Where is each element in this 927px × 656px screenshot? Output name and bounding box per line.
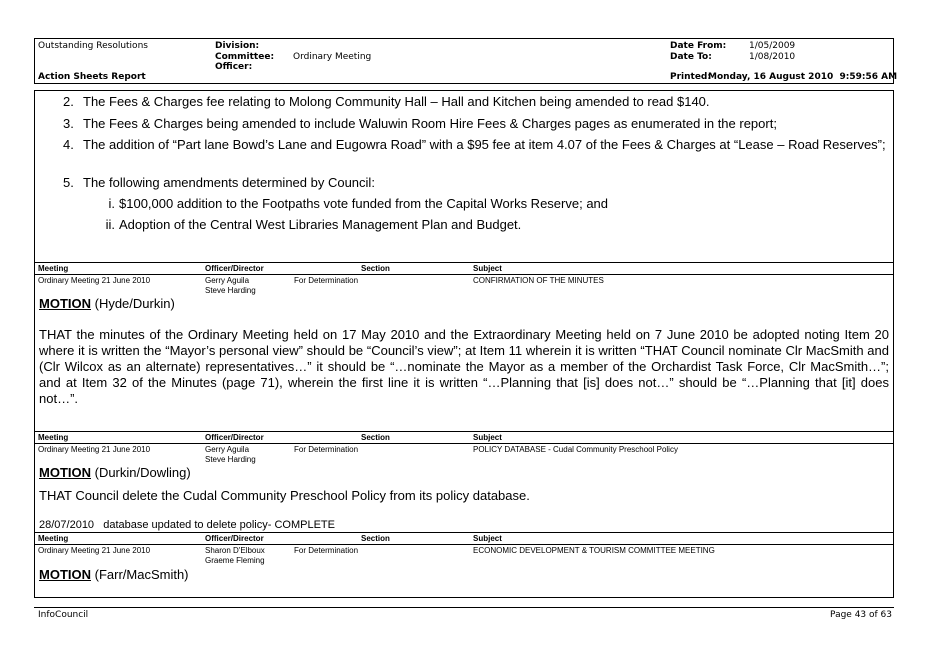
section-cell: For Determination — [294, 546, 359, 555]
column-header-officer: Officer/Director — [205, 534, 264, 543]
motion-movers: (Farr/MacSmith) — [91, 567, 189, 582]
committee-label: Committee: — [215, 52, 275, 62]
divider — [35, 262, 893, 263]
list-item: The following amendments determined by Council: — [83, 175, 375, 190]
motion-heading — [39, 567, 189, 583]
meeting-cell: Ordinary Meeting 21 June 2010 — [38, 445, 151, 454]
divider — [35, 544, 893, 545]
officer-cell: Steve Harding — [205, 286, 256, 295]
footer-app-name: InfoCouncil — [38, 610, 89, 620]
column-header-officer: Officer/Director — [205, 433, 264, 442]
divider — [35, 532, 893, 533]
motion-label: MOTION — [39, 465, 91, 480]
column-header-meeting: Meeting — [38, 534, 69, 543]
footer-divider — [34, 607, 894, 608]
motion-label: MOTION — [39, 296, 91, 311]
officer-label: Officer: — [215, 62, 253, 72]
list-item: The addition of “Part lane Bowd’s Lane and Eugowra Road” with a $95 fee at item 4.07 of the Fees & Charges at “Lease – Road Reserves”; — [83, 137, 886, 152]
motion-heading — [39, 296, 175, 312]
resolution-text: THAT Council delete the Cudal Community Preschool Policy from its policy database. — [39, 488, 530, 503]
list-number: 5. — [63, 175, 74, 190]
date-to-value: 1/08/2010 — [749, 52, 796, 62]
list-number: 3. — [63, 116, 74, 131]
motion-movers: (Durkin/Dowling) — [91, 465, 191, 480]
column-header-subject: Subject — [473, 433, 502, 442]
list-number: 2. — [63, 94, 74, 109]
divider — [35, 431, 893, 432]
report-type: Action Sheets Report — [38, 72, 146, 82]
column-header-officer: Officer/Director — [205, 264, 264, 273]
division-label: Division: — [215, 41, 260, 51]
sublist-item: Adoption of the Central West Libraries Management Plan and Budget. — [119, 217, 522, 232]
list-item: The Fees & Charges being amended to include Waluwin Room Hire Fees & Charges pages as enumerated in the report; — [83, 116, 777, 131]
action-note: 28/07/2010 database updated to delete policy- COMPLETE — [39, 519, 335, 531]
date-to-label: Date To: — [670, 52, 712, 62]
section-cell: For Determination — [294, 276, 359, 285]
printed-label: Printed: — [670, 72, 711, 82]
date-from-label: Date From: — [670, 41, 727, 51]
sublist-item: $100,000 addition to the Footpaths vote funded from the Capital Works Reserve; and — [119, 196, 609, 211]
subject-cell: CONFIRMATION OF THE MINUTES — [473, 276, 604, 285]
section-cell: For Determination — [294, 445, 359, 454]
motion-heading — [39, 465, 191, 481]
page-number: Page 43 of 63 — [830, 610, 892, 620]
divider — [35, 443, 893, 444]
subject-cell: ECONOMIC DEVELOPMENT & TOURISM COMMITTEE MEETING — [473, 546, 715, 555]
officer-cell: Steve Harding — [205, 455, 256, 464]
column-header-section: Section — [361, 264, 390, 273]
records-panel — [34, 90, 894, 598]
meeting-cell: Ordinary Meeting 21 June 2010 — [38, 546, 151, 555]
officer-cell: Graeme Fleming — [205, 556, 265, 565]
motion-movers: (Hyde/Durkin) — [91, 296, 175, 311]
resolution-text: THAT the minutes of the Ordinary Meeting held on 17 May 2010 and the Extraordinary Meeting held on 7 June 2010 be adopted noting Item 20 where it is written the “Mayor’s personal view” should be “Council’s view”; at Item 11 wherein it is written “THAT Council nominate Clr MacSmith and (Clr Wilcox as an alternate) representatives…” it should be “…nominate the Mayor as a member of the Orchardist Task Force, Clr MacSmith…”; and at Item 32 of the Minutes (page 71), wherein the first line it is written “…Planning that [is] does not…” should be “…Planning that [it] does not…”. — [39, 327, 889, 406]
date-from-value: 1/05/2009 — [749, 41, 796, 51]
sublist-number: ii. — [105, 217, 115, 232]
column-header-section: Section — [361, 433, 390, 442]
motion-label: MOTION — [39, 567, 91, 582]
column-header-subject: Subject — [473, 264, 502, 273]
report-name: Outstanding Resolutions — [38, 41, 148, 51]
list-item: The Fees & Charges fee relating to Molong Community Hall – Hall and Kitchen being amended to read $140. — [83, 94, 710, 109]
column-header-subject: Subject — [473, 534, 502, 543]
officer-cell: Sharon D'Elboux — [205, 546, 265, 555]
officer-cell: Gerry Aguila — [205, 445, 250, 454]
subject-cell: POLICY DATABASE - Cudal Community Preschool Policy — [473, 445, 678, 454]
list-number: 4. — [63, 137, 74, 152]
divider — [35, 274, 893, 275]
printed-value: Monday, 16 August 2010 9:59:56 AM — [708, 72, 898, 82]
officer-cell: Gerry Aguila — [205, 276, 250, 285]
committee-value: Ordinary Meeting — [293, 52, 372, 62]
sublist-number: i. — [108, 196, 115, 211]
meeting-cell: Ordinary Meeting 21 June 2010 — [38, 276, 151, 285]
column-header-meeting: Meeting — [38, 433, 69, 442]
column-header-section: Section — [361, 534, 390, 543]
column-header-meeting: Meeting — [38, 264, 69, 273]
